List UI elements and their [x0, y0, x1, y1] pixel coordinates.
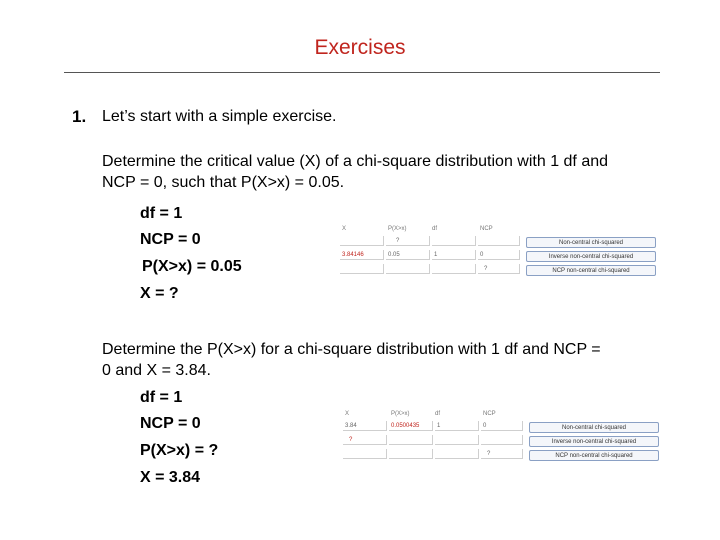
- exercise1-param-df: df = 1: [140, 205, 183, 222]
- intro-text: Let’s start with a simple exercise.: [102, 108, 337, 125]
- page-title: Exercises: [314, 36, 406, 59]
- exercise1-param-ncp: NCP = 0: [140, 231, 201, 248]
- calc1-df-field-1[interactable]: [432, 236, 476, 246]
- exercise2-param-p: P(X>x) = ?: [140, 442, 219, 459]
- exercise1-param-x: X = ?: [140, 285, 179, 302]
- calc2-p-field-3[interactable]: [389, 449, 433, 459]
- exercise2-param-x: X = 3.84: [140, 469, 201, 486]
- calc2-x-field-3[interactable]: [343, 449, 387, 459]
- calc2-x-field-1[interactable]: 3.84: [343, 421, 387, 431]
- calc2-df-field-3[interactable]: [435, 449, 479, 459]
- calc2-noncentral-button[interactable]: Non-central chi-squared: [529, 422, 659, 433]
- calc1-ncp-field-1[interactable]: [478, 236, 520, 246]
- calc1-x-field-3[interactable]: [340, 264, 384, 274]
- calc2-ncp-button[interactable]: NCP non-central chi-squared: [529, 450, 659, 461]
- calc1-df-field-2[interactable]: 1: [432, 250, 476, 260]
- calc1-noncentral-button[interactable]: Non-central chi-squared: [526, 237, 656, 248]
- title-divider: [64, 72, 660, 73]
- exercise2-question: [102, 339, 601, 381]
- exercise1-param-p: P(X>x) = 0.05: [142, 258, 242, 275]
- calc2-ncp-field-1[interactable]: 0: [481, 421, 523, 431]
- calc2-header-ncp: NCP: [483, 411, 496, 417]
- calc2-ncp-field-3[interactable]: ?: [481, 449, 523, 459]
- exercise2-question-line2: 0 and X = 3.84.: [102, 362, 211, 379]
- calc1-header-p: P(X>x): [388, 226, 407, 232]
- calc1-p-field-3[interactable]: [386, 264, 430, 274]
- calc2-df-field-1[interactable]: 1: [435, 421, 479, 431]
- calc2-header-x: X: [345, 411, 350, 417]
- exercise2-calculator: [343, 411, 665, 457]
- calc1-header-x: X: [342, 226, 347, 232]
- calc1-x-field-2[interactable]: 3.84146: [340, 250, 384, 260]
- exercise1-calculator: [340, 226, 662, 272]
- calc1-p-field-1[interactable]: ?: [386, 236, 430, 246]
- calc2-header-df: df: [435, 411, 441, 417]
- exercise2-param-df: df = 1: [140, 389, 183, 406]
- exercise1-question-line2: NCP = 0, such that P(X>x) = 0.05.: [102, 174, 345, 191]
- exercise2-param-ncp: NCP = 0: [140, 415, 201, 432]
- calc1-p-field-2[interactable]: 0.05: [386, 250, 430, 260]
- exercise1-question-line1: Determine the critical value (X) of a chi-square distribution with 1 df and: [102, 153, 609, 170]
- exercise2-question-line1: Determine the P(X>x) for a chi-square distribution with 1 df and NCP =: [102, 341, 601, 358]
- calc2-p-field-2[interactable]: [389, 435, 433, 445]
- calc1-ncp-button[interactable]: NCP non-central chi-squared: [526, 265, 656, 276]
- calc1-header-df: df: [432, 226, 438, 232]
- item-number: 1.: [72, 107, 87, 126]
- calc1-x-field-1[interactable]: [340, 236, 384, 246]
- calc1-header-ncp: NCP: [480, 226, 493, 232]
- calc1-ncp-field-3[interactable]: ?: [478, 264, 520, 274]
- calc2-inverse-button[interactable]: Inverse non-central chi-squared: [529, 436, 659, 447]
- calc2-df-field-2[interactable]: [435, 435, 479, 445]
- calc2-ncp-field-2[interactable]: [481, 435, 523, 445]
- calc1-df-field-3[interactable]: [432, 264, 476, 274]
- calc2-p-field-1[interactable]: 0.0500435: [389, 421, 433, 431]
- calc2-header-p: P(X>x): [391, 411, 410, 417]
- exercise1-question: [102, 151, 608, 193]
- calc1-ncp-field-2[interactable]: 0: [478, 250, 520, 260]
- calc2-x-field-2[interactable]: ?: [343, 435, 387, 445]
- calc1-inverse-button[interactable]: Inverse non-central chi-squared: [526, 251, 656, 262]
